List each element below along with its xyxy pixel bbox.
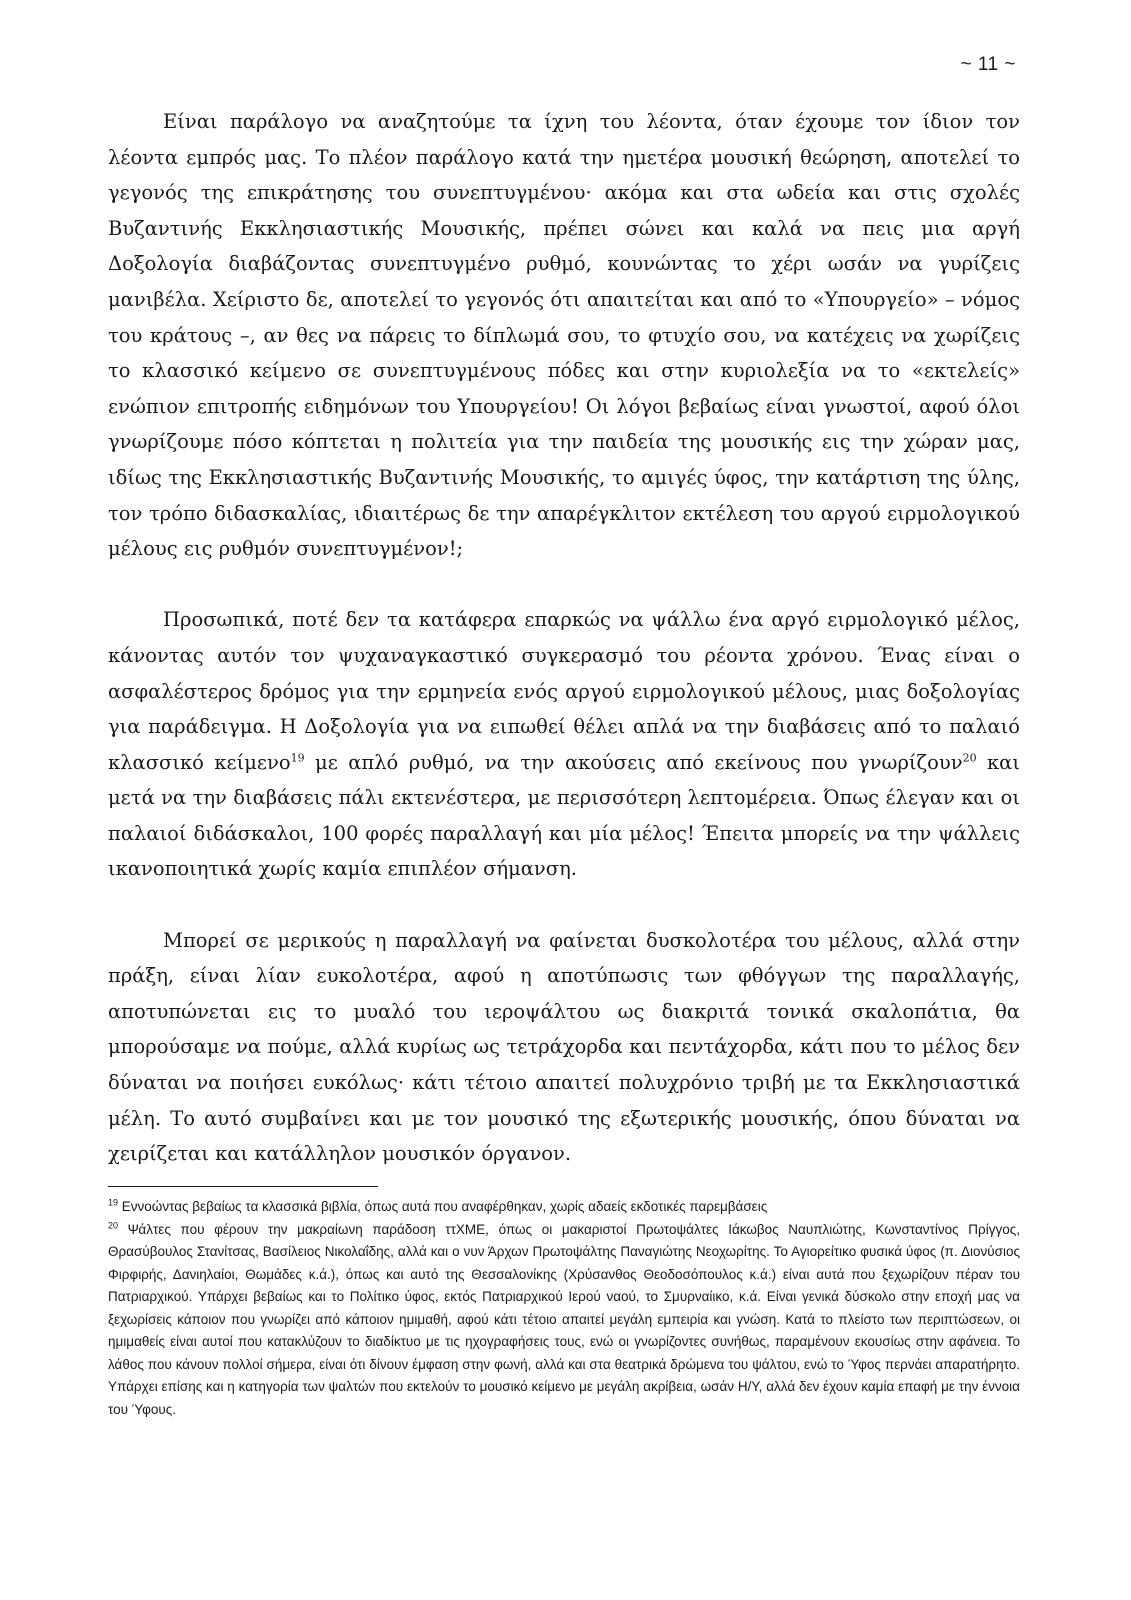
footnote-number: 19	[108, 1197, 119, 1208]
main-text	[108, 104, 1020, 1172]
footnotes	[108, 1196, 1020, 1421]
paragraph-3: Μπορεί σε μερικούς η παραλλαγή να φαίνεται δυσκολοτέρα του μέλους, αλλά στην πράξη, είναι λίαν ευκολοτέρα, αφού η αποτύπωσις των φθόγγων της παραλλαγής, αποτυπώνεται εις το μυαλό του ιεροψάλτου ως διακριτά τονικά σκαλοπάτια, θα μπορούσαμε να πούμε, αλλά κυρίως ως τετράχορδα και πεντάχορδα, κάτι που το μέλος δεν δύναται να ποιήσει ευκόλως· κάτι τέτοιο απαιτεί πολυχρόνιο τριβή με τα Εκκλησιαστικά μέλη. Το αυτό συμβαίνει και με τον μουσικό της εξωτερικής μουσικής, όπου δύναται να χειρίζεται και κατάλληλον μουσικόν όργανον.	[108, 928, 1020, 1166]
footnote-number: 20	[108, 1220, 119, 1230]
footnote-reference-20[interactable]: 20	[962, 751, 977, 765]
footnote-20	[108, 1219, 1020, 1422]
footnote-text: Εννοώντας βεβαίως τα κλασσικά βιβλία, όπως αυτά που αναφέρθηκαν, χωρίς αδαείς εκδοτικές παρεμβάσεις	[121, 1199, 768, 1214]
footnote-19	[108, 1196, 1020, 1219]
paragraph-2-part-3: και μετά να την διαβάσεις πάλι εκτενέστερα, με περισσότερη λεπτομέρεια. Όπως έλεγαν και οι παλαιοί διδάσκαλοι, 100 φορές παραλλαγή και μία μέλος! Έπειτα μπορείς να την ψάλλεις ικανοποιητικά χωρίς καμία επιπλέον σήμανση.	[108, 750, 1020, 881]
footnote-text: Ψάλτες που φέρουν την μακραίωνη παράδοση ττΧΜΕ, όπως οι μακαριστοί Πρωτοψάλτες Ιάκωβος Ναυπλιώτης, Κωνσταντίνος Πρίγγος, Θρασύβουλος Στανίτσας, Βασίλειος Νικολαΐδης, αλλά και ο νυν Άρχων Πρωτοψάλτης Παναγιώτης Νεοχωρίτης. Το Αγιορείτικο φυσικά ύφος (π. Διονύσιος Φιρφιρής, Δανιηλαίοι, Θωμάδες κ.ά.), όπως και αυτό της Θεσσαλονίκης (Χρύσανθος Θεοδοσόπουλος κ.ά.) είναι αυτά που ξεχωρίζουν πέραν του Πατριαρχικού. Υπάρχει βεβαίως και το Πολίτικο ύφος, εκτός Πατριαρχικού Ιερού ναού, το Σμυρναίικο, κ.ά. Είναι γενικά δύσκολο στην εποχή μας να ξεχωρίσεις κάποιον που γνωρίζει από κάποιον ημιμαθή, αφού κάτι τέτοιο απαιτεί μεγάλη εμπειρία και γνώση. Κατά το πλείστο των περιπτώσεων, οι ημιμαθείς είναι αυτοί που κατακλύζουν το διαδίκτυο με τις ηχογραφήσεις τους, ενώ οι γνωρίζοντες συνήθως, παραμένουν εκουσίως στην αφάνεια. Το λάθος που κάνουν πολλοί σήμερα, είναι ότι δίνουν έμφαση στην φωνή, αλλά και στα θεατρικά δρώμενα του ψάλτου, ενώ το Ύφος περνάει απαρατήρητο. Υπάρχει επίσης και η κατηγορία των ψαλτών που εκτελούν το μουσικό κείμενο με μεγάλη ακρίβεια, ωσάν Η/Υ, αλλά δεν έχουν καμία επαφή με την έννοια του Ύφους.	[108, 1221, 1020, 1417]
footnote-separator	[108, 1186, 378, 1187]
paragraph-2-part-1: Προσωπικά, ποτέ δεν τα κατάφερα επαρκώς να ψάλλω ένα αργό ειρμολογικό μέλος, κάνοντας αυτόν τον ψυχαναγκαστικό συγκερασμό του ρέοντα χρόνου. Ένας είναι ο ασφαλέστερος δρόμος για την ερμηνεία ενός αργού ειρμολογικού μέλους, μιας δοξολογίας για παράδειγμα. Η Δοξολογία για να ειπωθεί θέλει απλά να την διαβάσεις από το παλαιό κλασσικό κείμενο	[108, 608, 1020, 774]
paragraph-1: Είναι παράλογο να αναζητούμε τα ίχνη του λέοντα, όταν έχουμε τον ίδιον τον λέοντα εμπρός μας. Το πλέον παράλογο κατά την ημετέρα μουσική θεώρηση, αποτελεί το γεγονός της επικράτησης του συνεπτυγμένου· ακόμα και στα ωδεία και στις σχολές Βυζαντινής Εκκλησιαστικής Μουσικής, πρέπει σώνει και καλά να πεις μια αργή Δοξολογία διαβάζοντας συνεπτυγμένο ρυθμό, κουνώντας το χέρι ωσάν να γυρίζεις μανιβέλα. Χείριστο δε, αποτελεί το γεγονός ότι απαιτείται και από το «Υπουργείο» – νόμος του κράτους –, αν θες να πάρεις το δίπλωμά σου, το φτυχίο σου, να κατέχεις να χωρίζεις το κλασσικό κείμενο σε συνεπτυγμένους πόδες και στην κυριολεξία να το «εκτελείς» ενώπιον επιτροπής ειδημόνων του Υπουργείου! Οι λόγοι βεβαίως είναι γνωστοί, αφού όλοι γνωρίζουμε πόσο κόπτεται η πολιτεία για την παιδεία της μουσικής εις την χώραν μας, ιδίως της Εκκλησιαστικής Βυζαντινής Μουσικής, το αμιγές ύφος, την κατάρτιση της ύλης, τον τρόπο διδασκαλίας, ιδιαιτέρως δε την απαρέγκλιτον εκτέλεση του αργού ειρμολογικού μέλους εις ρυθμόν συνεπτυγμένον!;	[108, 110, 1020, 561]
paragraph-2	[108, 602, 1020, 887]
footnote-reference-19[interactable]: 19	[290, 751, 305, 765]
page-number: ~ 11 ~	[960, 54, 1016, 75]
paragraph-2-part-2: με απλό ρυθμό, να την ακούσεις από εκείνους που γνωρίζουν	[304, 750, 963, 774]
